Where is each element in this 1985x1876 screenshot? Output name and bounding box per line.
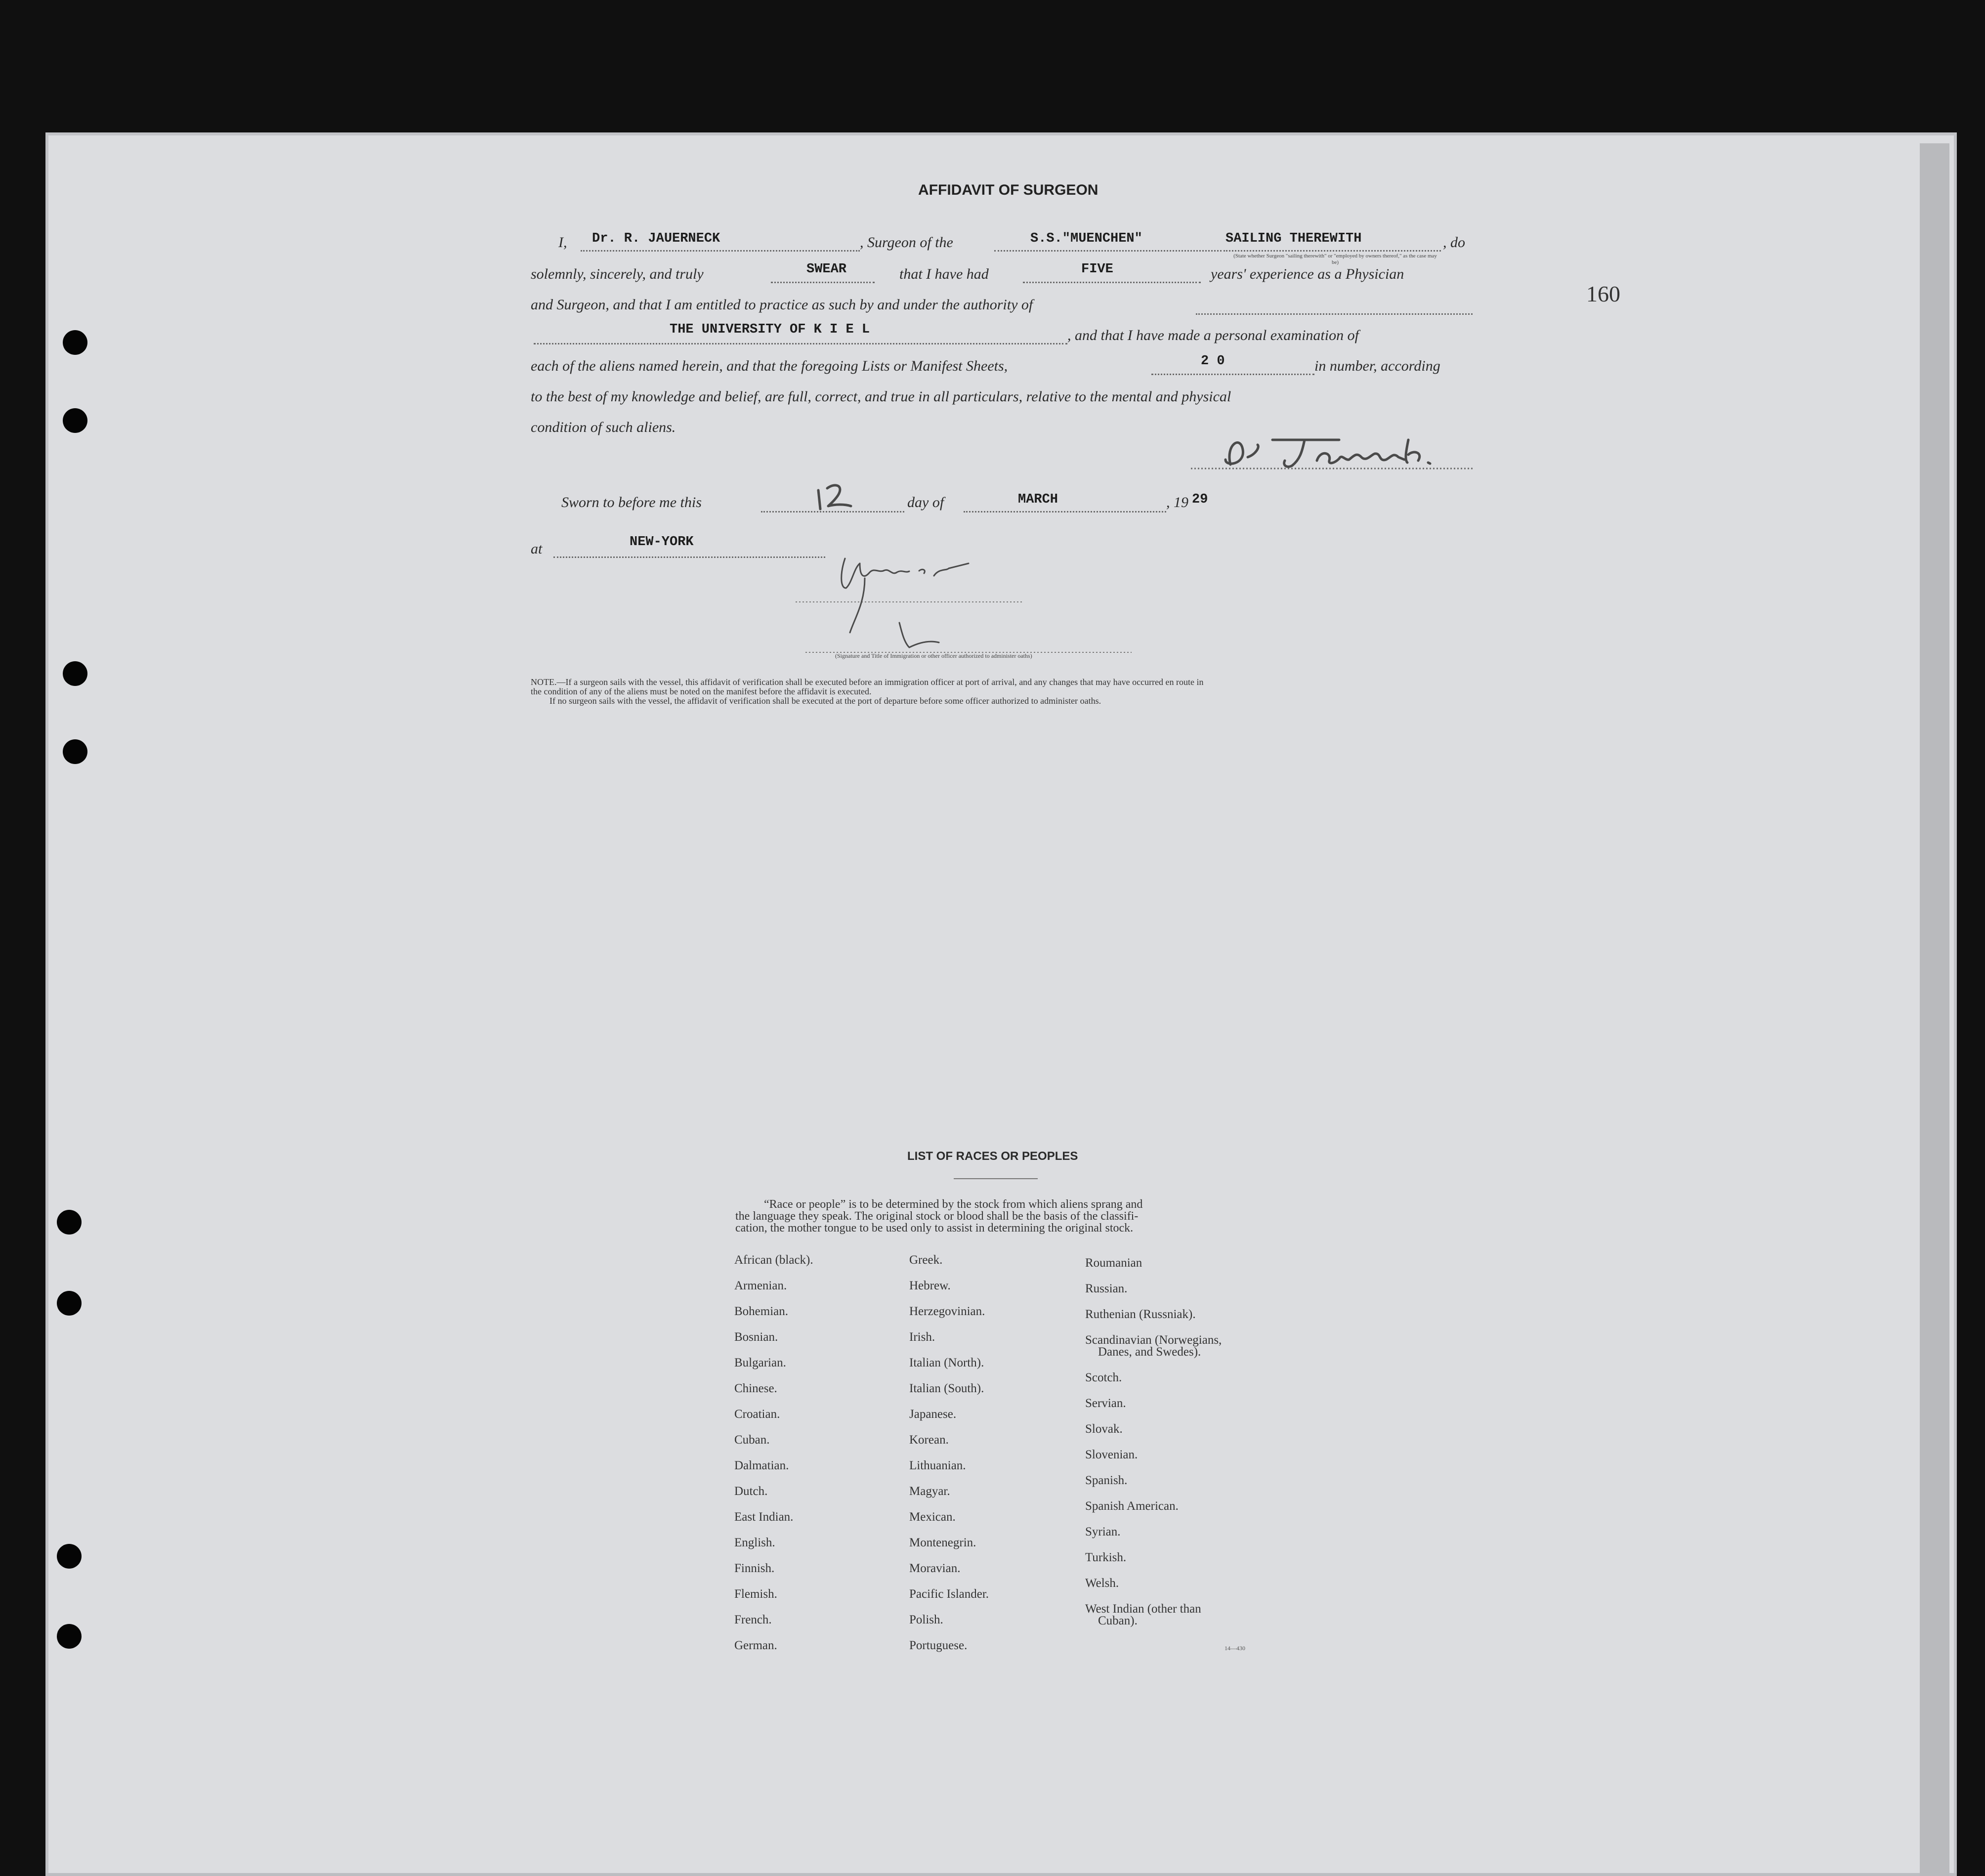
- officer-caption: (Signature and Title of Immigration or other officer authorized to administer oaths): [835, 652, 1032, 659]
- race-item: Montenegrin.: [909, 1536, 976, 1549]
- race-item: Dutch.: [734, 1485, 768, 1498]
- affidavit-note-line: the condition of any of the aliens must be noted on the manifest before the affidavit is executed.: [531, 686, 872, 696]
- race-item: Moravian.: [909, 1562, 961, 1575]
- surgeon-name: Dr. R. JAUERNECK: [592, 231, 720, 246]
- fill-line: [1196, 313, 1473, 315]
- races-title: LIST OF RACES OR PEOPLES: [907, 1150, 1078, 1163]
- race-item: Ruthenian (Russniak).: [1085, 1308, 1196, 1321]
- race-item: Turkish.: [1085, 1551, 1127, 1564]
- race-item: Pacific Islander.: [909, 1587, 989, 1601]
- affidavit-text: condition of such aliens.: [531, 419, 676, 435]
- sheet-edge: [45, 1873, 1957, 1876]
- race-item: Greek.: [909, 1253, 943, 1267]
- fill-line: [1224, 250, 1441, 252]
- affidavit-text: I,: [558, 234, 567, 251]
- punch-hole: [57, 1544, 82, 1569]
- fill-line: [1151, 374, 1314, 375]
- page-number: 160: [1586, 281, 1620, 306]
- race-item: Herzegovinian.: [909, 1305, 985, 1318]
- race-item: French.: [734, 1613, 772, 1626]
- race-item: Italian (North).: [909, 1356, 984, 1369]
- licensing-authority: THE UNIVERSITY OF K I E L: [670, 322, 870, 337]
- affidavit-text: solemnly, sincerely, and truly: [531, 266, 704, 282]
- race-item: Magyar.: [909, 1485, 950, 1498]
- race-item: Japanese.: [909, 1407, 957, 1421]
- race-item: Cuban).: [1098, 1614, 1138, 1627]
- fill-line: [1023, 282, 1201, 283]
- vessel-name: S.S."MUENCHEN": [1030, 231, 1142, 246]
- punch-hole: [57, 1291, 82, 1316]
- race-item: East Indian.: [734, 1510, 794, 1524]
- years-experience: FIVE: [1081, 262, 1113, 277]
- affidavit-text: each of the aliens named herein, and that the foregoing Lists or Manifest Sheets,: [531, 358, 1008, 374]
- affidavit-note-line: If no surgeon sails with the vessel, the affidavit of verification shall be executed at the port of departure before some officer authorized to administer oaths.: [549, 696, 1101, 706]
- race-item: Syrian.: [1085, 1525, 1121, 1538]
- affidavit-text: Sworn to before me this: [561, 494, 702, 511]
- race-item: German.: [734, 1639, 777, 1652]
- races-intro: “Race or people” is to be determined by the stock from which aliens sprang and: [764, 1198, 1143, 1211]
- sworn-day-handwritten: [815, 480, 855, 512]
- fill-line: [534, 343, 1067, 344]
- affidavit-text: , and that I have made a personal examination of: [1067, 327, 1359, 343]
- race-item: Roumanian: [1085, 1256, 1142, 1270]
- sworn-place: NEW-YORK: [630, 535, 694, 550]
- race-item: Bohemian.: [734, 1305, 789, 1318]
- fill-line: [994, 250, 1222, 252]
- affidavit-text: in number, according: [1314, 358, 1440, 374]
- affidavit-text: and Surgeon, and that I am entitled to practice as such by and under the authority of: [531, 297, 1033, 313]
- punch-hole: [63, 408, 87, 433]
- surgeon-status: SAILING THEREWITH: [1225, 231, 1362, 246]
- affidavit-text: to the best of my knowledge and belief, are full, correct, and true in all particulars, relative to the mental and physical: [531, 388, 1231, 405]
- fill-line: [581, 250, 860, 252]
- sworn-month: MARCH: [1018, 492, 1058, 507]
- race-item: Flemish.: [734, 1587, 777, 1601]
- race-item: Polish.: [909, 1613, 943, 1626]
- race-item: Irish.: [909, 1330, 935, 1344]
- manifest-sheet-count: 2 0: [1201, 354, 1225, 369]
- race-item: Slovak.: [1085, 1422, 1123, 1436]
- race-item: Slovenian.: [1085, 1448, 1138, 1461]
- race-item: Italian (South).: [909, 1382, 984, 1395]
- affidavit-note-line: NOTE.—If a surgeon sails with the vessel, this affidavit of verification shall be executed before an immigration officer at port of arrival, and any changes that may have occurred en route in: [531, 677, 1204, 687]
- affidavit-text: that I have had: [899, 266, 989, 282]
- punch-hole: [63, 661, 87, 686]
- oath-word: SWEAR: [806, 262, 847, 277]
- race-item: Portuguese.: [909, 1639, 968, 1652]
- affidavit-text: day of: [907, 494, 944, 511]
- affidavit-title: AFFIDAVIT OF SURGEON: [918, 182, 1098, 198]
- officer-signature: [791, 549, 1137, 667]
- status-hint: (State whether Surgeon "sailing therewith" or "employed by owners thereof," as the case may be): [1233, 253, 1437, 265]
- fill-line: [964, 511, 1166, 512]
- sworn-year: 29: [1192, 492, 1208, 507]
- race-item: Croatian.: [734, 1407, 780, 1421]
- race-item: Scotch.: [1085, 1371, 1122, 1384]
- race-item: Cuban.: [734, 1433, 770, 1447]
- races-intro: cation, the mother tongue to be used only to assist in determining the original stock.: [735, 1222, 1134, 1235]
- affidavit-text: , Surgeon of the: [860, 234, 953, 251]
- race-item: Welsh.: [1085, 1577, 1119, 1590]
- form-number: 14—430: [1225, 1645, 1245, 1652]
- title-rule: [954, 1178, 1038, 1179]
- punch-hole: [57, 1624, 82, 1649]
- affidavit-text: , do: [1443, 234, 1465, 251]
- race-item: Armenian.: [734, 1279, 787, 1292]
- punch-hole: [57, 1210, 82, 1235]
- race-item: Lithuanian.: [909, 1459, 966, 1472]
- race-item: Dalmatian.: [734, 1459, 789, 1472]
- race-item: Chinese.: [734, 1382, 777, 1395]
- race-item: Hebrew.: [909, 1279, 951, 1292]
- underlying-sheet-edge: [1920, 143, 1949, 1876]
- affidavit-text: , 19: [1166, 494, 1188, 511]
- race-item: Spanish American.: [1085, 1499, 1179, 1513]
- race-item: Scandinavian (Norwegians,: [1085, 1333, 1222, 1347]
- fill-line: [771, 282, 875, 283]
- surgeon-signature: [1191, 430, 1478, 474]
- punch-hole: [63, 739, 87, 764]
- race-item: Mexican.: [909, 1510, 956, 1524]
- fill-line: [553, 556, 825, 558]
- race-item: Servian.: [1085, 1397, 1126, 1410]
- race-item: English.: [734, 1536, 775, 1549]
- race-item: West Indian (other than: [1085, 1602, 1201, 1616]
- race-item: Danes, and Swedes).: [1098, 1345, 1201, 1359]
- race-item: Bosnian.: [734, 1330, 778, 1344]
- race-item: Bulgarian.: [734, 1356, 786, 1369]
- race-item: Finnish.: [734, 1562, 775, 1575]
- race-item: African (black).: [734, 1253, 813, 1267]
- punch-hole: [63, 330, 87, 355]
- races-intro: the language they speak. The original stock or blood shall be the basis of the classifi-: [735, 1210, 1139, 1223]
- affidavit-text: at: [531, 541, 543, 557]
- race-item: Russian.: [1085, 1282, 1128, 1295]
- race-item: Korean.: [909, 1433, 949, 1447]
- affidavit-text: years' experience as a Physician: [1211, 266, 1404, 282]
- race-item: Spanish.: [1085, 1474, 1128, 1487]
